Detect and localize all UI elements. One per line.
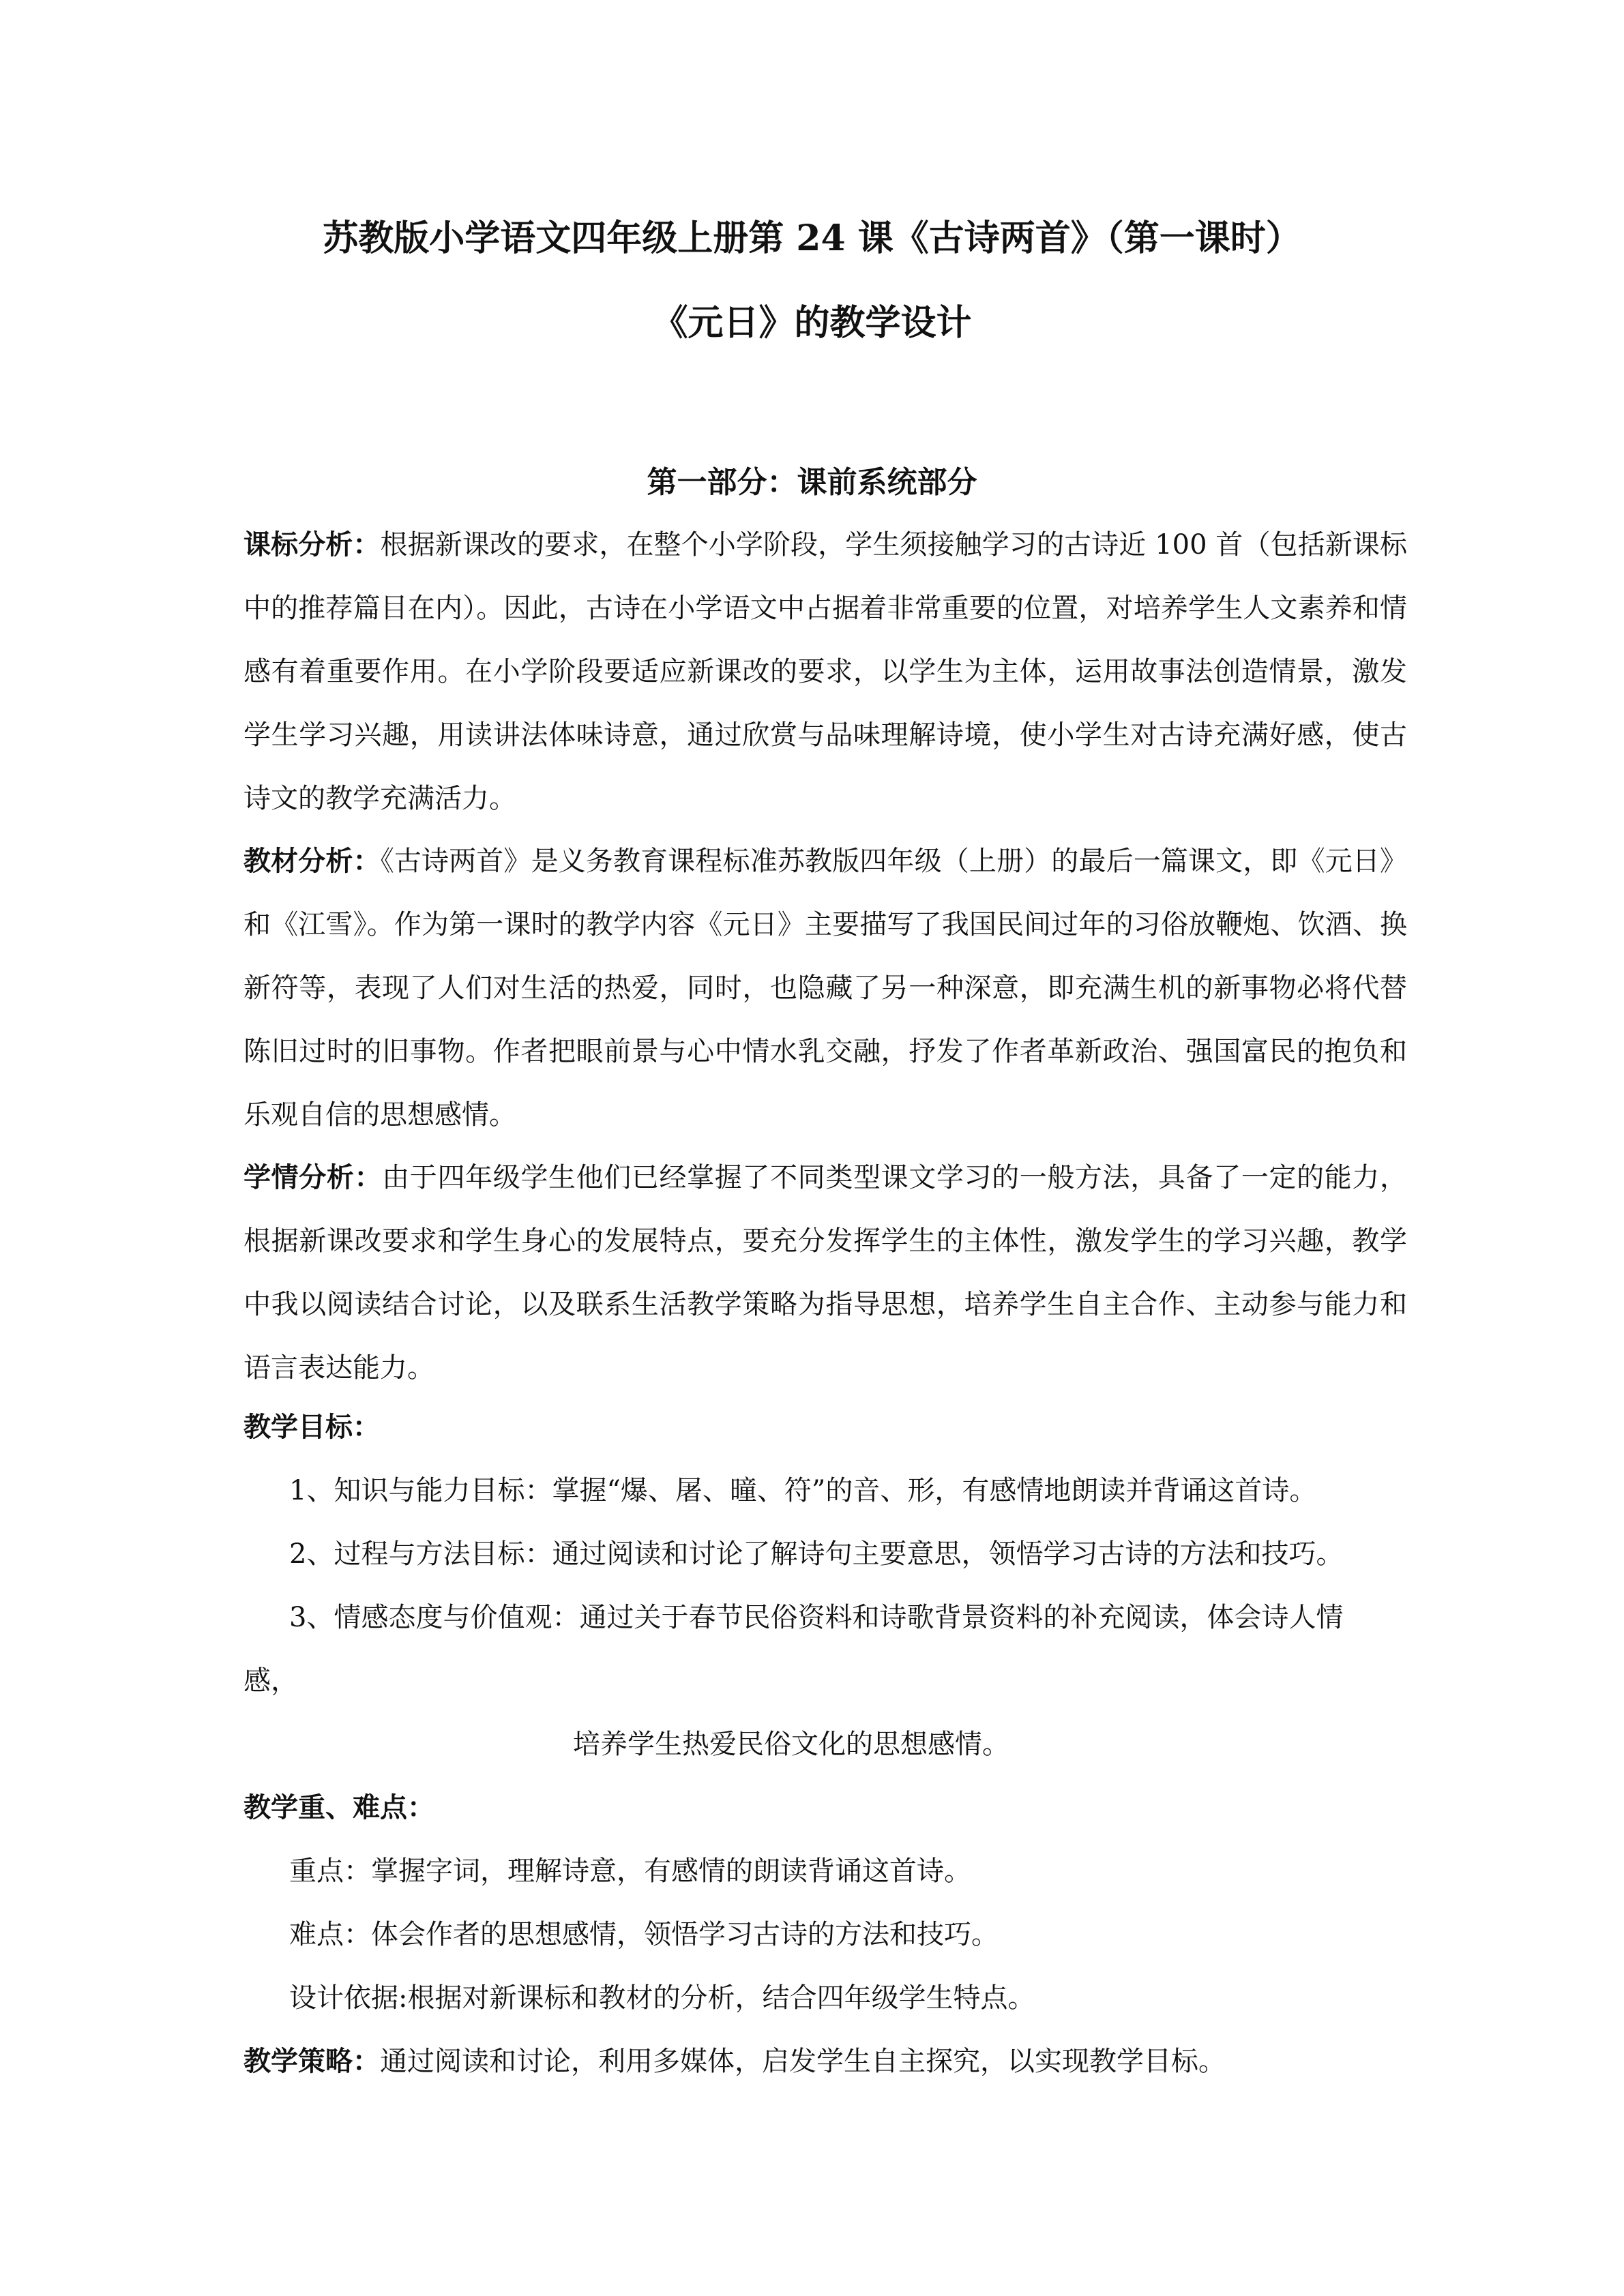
objective-item-3-tail: 培养学生热爱民俗文化的思想感情。 [573, 1729, 1009, 1760]
document-subtitle: 《元日》的教学设计 [652, 302, 972, 344]
objective-item-3: 3、情感态度与价值观：通过关于春节民俗资料和诗歌背景资料的补充阅读，体会诗人情 [289, 1602, 1344, 1633]
learner-analysis-paragraph [243, 1146, 1407, 1400]
key-points-heading: 教学重、难点： [243, 1791, 434, 1823]
objective-item-3-continued: 感， [243, 1665, 298, 1697]
difficult-point: 难点：体会作者的思想感情，领悟学习古诗的方法和技巧。 [289, 1919, 999, 1950]
learner-analysis-label: 学情分析： [243, 1161, 383, 1193]
teaching-strategy-text: 通过阅读和讨论，利用多媒体，启发学生自主探究，以实现教学目标。 [380, 2046, 1226, 2077]
key-point: 重点：掌握字词，理解诗意，有感情的朗读背诵这首诗。 [289, 1855, 971, 1887]
teaching-objectives-heading: 教学目标： [243, 1411, 380, 1443]
learner-analysis-text: 由于四年级学生他们已经掌握了不同类型课文学习的一般方法，具备了一定的能力，根据新课改要求和学生身心的发展特点，要充分发挥学生的主体性，激发学生的学习兴趣，教学中我以阅读结合讨论，以及联系生活教学策略为指导思想，培养学生自主合作、主动参与能力和语言表达能力。 [243, 1162, 1407, 1384]
textbook-analysis-paragraph [243, 829, 1407, 1147]
document-title: 苏教版小学语文四年级上册第 24 课《古诗两首》（第一课时） [323, 218, 1301, 259]
design-basis: 设计依据:根据对新课标和教材的分析，结合四年级学生特点。 [289, 1982, 1035, 2014]
objective-item-1: 1、知识与能力目标：掌握“爆、屠、曈、符”的音、形，有感情地朗读并背诵这首诗。 [289, 1475, 1317, 1506]
teaching-strategy-line [243, 2045, 1226, 2077]
section-heading: 第一部分：课前系统部分 [647, 465, 977, 500]
teaching-strategy-label: 教学策略： [243, 2045, 380, 2077]
textbook-analysis-text: 《古诗两首》是义务教育课程标准苏教版四年级（上册）的最后一篇课文，即《元日》和《江雪》。作为第一课时的教学内容《元日》主要描写了我国民间过年的习俗放鞭炮、饮酒、换新符等，表现了人们对生活的热爱，同时，也隐藏了另一种深意，即充满生机的新事物必将代替陈旧过时的旧事物。作者把眼前景与心中情水乳交融，抒发了作者革新政治、强国富民的抱负和乐观自信的思想感情。 [243, 846, 1408, 1131]
textbook-analysis-label: 教材分析： [243, 845, 381, 877]
objective-item-2: 2、过程与方法目标：通过阅读和讨论了解诗句主要意思，领悟学习古诗的方法和技巧。 [289, 1538, 1344, 1570]
curriculum-analysis-label: 课标分析： [243, 528, 381, 561]
curriculum-analysis-text: 根据新课改的要求，在整个小学阶段，学生须接触学习的古诗近 100 首（包括新课标中的推荐篇目在内）。因此，古诗在小学语文中占据着非常重要的位置，对培养学生人文素养和情感有着重要作用。在小学阶段要适应新课改的要求，以学生为主体，运用故事法创造情景，激发学生学习兴趣，用读讲法体味诗意，通过欣赏与品味理解诗境，使小学生对古诗充满好感，使古诗文的教学充满活力。 [243, 529, 1407, 814]
curriculum-analysis-paragraph [243, 513, 1407, 831]
